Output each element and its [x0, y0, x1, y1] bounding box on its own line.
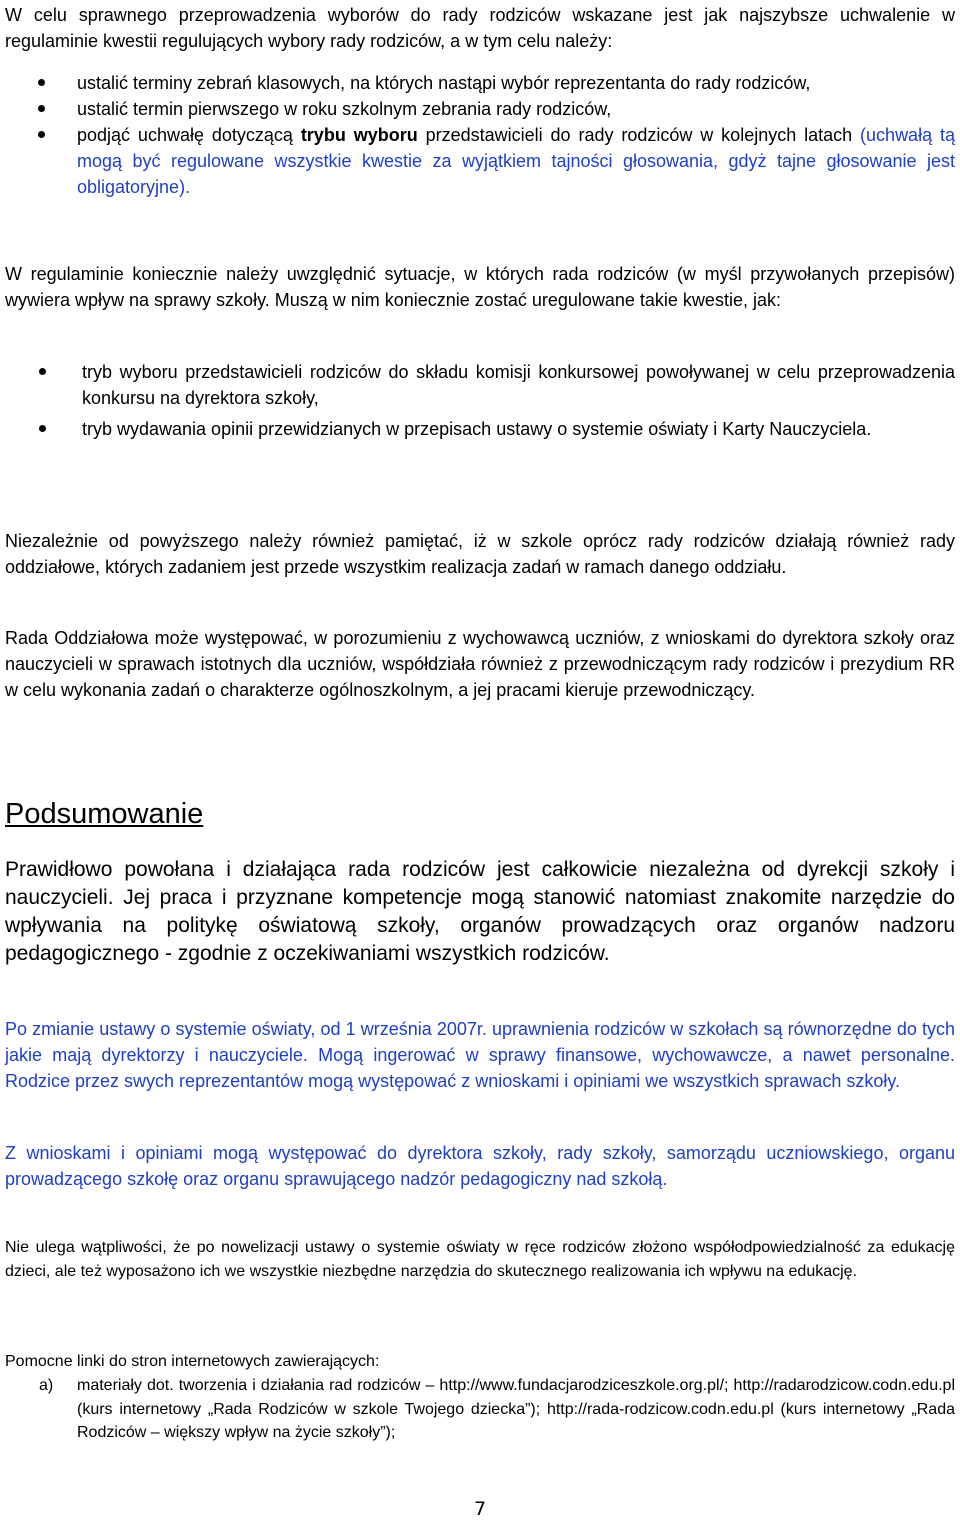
intro-paragraph: W celu sprawnego przeprowadzenia wyborów do rady rodziców wskazane jest jak najszybsze uchwalenie w regulaminie kwestii regulujących wybory rady rodziców, a w tym celu należy: [5, 5, 955, 51]
links-item: materiały dot. tworzenia i działania rad rodziców – http://www.fundacjarodziceszkole.org.pl/; http://radarodzicow.codn.edu.pl (kurs internetowy „Rada Rodziców w szkole Twojego dziecka”); http://rada-rodzicow.codn.edu.pl (kurs internetowy „Rada Rodziców – większy wpływ na życie szkoły”); [77, 1377, 955, 1441]
regulation-paragraph: W regulaminie koniecznie należy uwzględnić sytuacje, w których rada rodziców (w myśl przywołanych przepisów) wywiera wpływ na sprawy szkoły. Muszą w nim koniecznie zostać uregulowane takie kwestie, jak: [5, 264, 955, 310]
responsibility-paragraph: Nie ulega wątpliwości, że po nowelizacji ustawy o systemie oświaty w ręce rodziców złożono współodpowiedzialność za edukację dzieci, ale też wyposażono ich we wszystkie niezbędne narzędzia do skutecznego realizowania ich wpływu na edukację. [5, 1239, 955, 1280]
list-item: ustalić termin pierwszego w roku szkolnym zebrania rady rodziców, [5, 96, 955, 122]
list-item-text: przedstawicieli do rady rodziców w kolejnych latach [417, 125, 861, 145]
links-intro: Pomocne linki do stron internetowych zawierających: [5, 1353, 380, 1370]
list-label: a) [39, 1377, 54, 1394]
motions-paragraph: Z wnioskami i opiniami mogą występować do dyrektora szkoły, rady szkoły, samorządu uczniowskiego, organu prowadzącego szkołę oraz organu sprawującego nadzór pedagogiczny nad szkołą. [5, 1143, 955, 1189]
list-item: tryb wydawania opinii przewidzianych w przepisach ustawy o systemie oświaty i Karty Nauczyciela. [5, 416, 955, 442]
list-item: tryb wyboru przedstawicieli rodziców do składu komisji konkursowej powoływanej w celu przeprowadzenia konkursu na dyrektora szkoły, [5, 359, 955, 411]
list-item-text: podjąć uchwałę dotyczącą [77, 125, 301, 145]
regulation-issues-list [5, 359, 955, 442]
section-heading: Podsumowanie [5, 798, 204, 830]
page-number: 7 [473, 1498, 487, 1520]
class-councils-paragraph: Niezależnie od powyższego należy również pamiętać, iż w szkole oprócz rady rodziców działają również rady oddziałowe, których zadaniem jest przede wszystkim realizacja zadań w ramach danego oddziału. [5, 531, 955, 577]
list-item [5, 122, 955, 200]
highlighted-note: (uchwałą tą mogą być regulowane wszystkie kwestie za wyjątkiem tajności głosowania, gdyż tajne głosowanie jest obligatoryjne). [77, 125, 955, 197]
class-council-role-paragraph: Rada Oddziałowa może występować, w porozumieniu z wychowawcą uczniów, z wnioskami do dyrektora szkoły oraz nauczycieli w sprawach istotnych dla uczniów, współdziała również z przewodniczącym rady rodziców i prezydium RR w celu wykonania zadań o charakterze ogólnoszkolnym, a jej pracami kieruje przewodniczący. [5, 628, 955, 700]
summary-paragraph: Prawidłowo powołana i działająca rada rodziców jest całkowicie niezależna od dyrekcji szkoły i nauczycieli. Jej praca i przyznane kompetencje mogą stanowić natomiast znakomite narzędzie do wpływania na politykę oświatową szkoły, organów prowadzących oraz organów nadzoru pedagogicznego - zgodnie z oczekiwaniami wszystkich rodziców. [5, 858, 955, 965]
list-item: ustalić terminy zebrań klasowych, na których nastąpi wybór reprezentanta do rady rodziców, [5, 70, 955, 96]
bold-phrase: trybu wyboru [300, 125, 418, 145]
links-list [5, 1374, 955, 1445]
election-steps-list [5, 70, 955, 200]
law-change-paragraph: Po zmianie ustawy o systemie oświaty, od 1 września 2007r. uprawnienia rodziców w szkołach są równorzędne do tych jakie mają dyrektorzy i nauczyciele. Mogą ingerować w sprawy finansowe, wychowawcze, a nawet personalne. Rodzice przez swych reprezentantów mogą występować z wnioskami i opiniami we wszystkich sprawach szkoły. [5, 1019, 955, 1091]
